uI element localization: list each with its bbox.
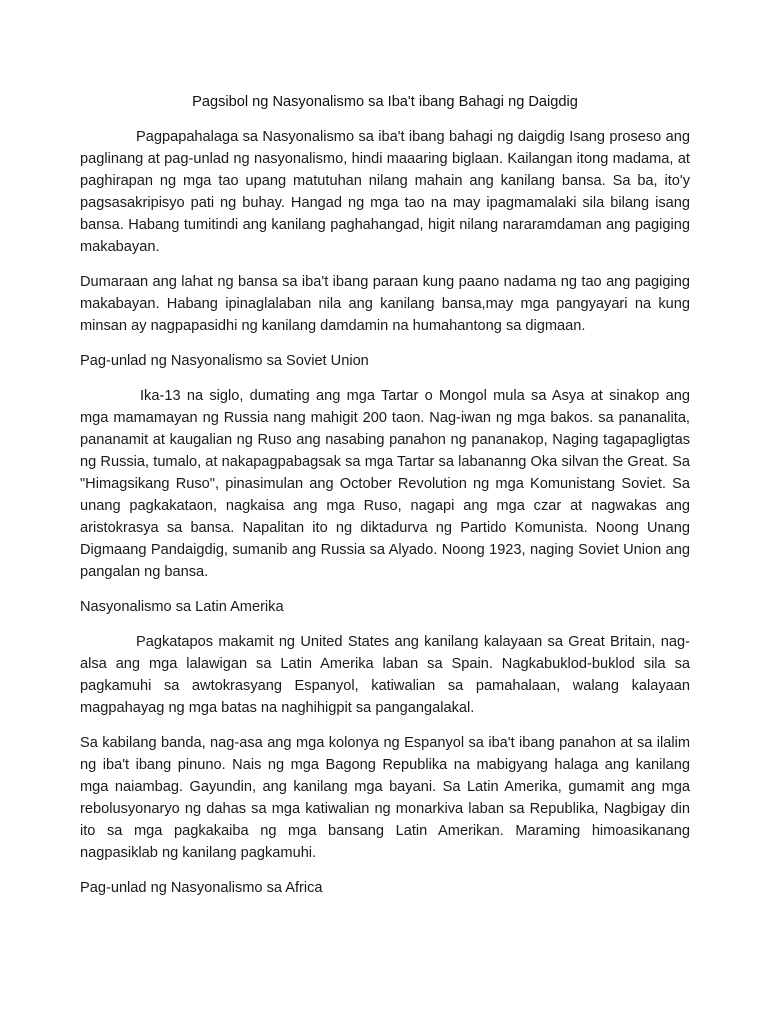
section-heading-africa: Pag-unlad ng Nasyonalismo sa Africa	[80, 880, 323, 896]
section-heading-soviet: Pag-unlad ng Nasyonalismo sa Soviet Union	[80, 353, 369, 369]
intro-paragraph-2: Dumaraan ang lahat ng bansa sa iba't ibang paraan kung paano nadama ng tao ang pagiging makabayan. Habang ipinaglalaban nila ang kanilang bansa,may mga pangyayari na kung minsan ay nagpapasidhi ng kanilang damdamin na humahantong sa digmaan.	[80, 274, 690, 334]
latin-paragraph-2: Sa kabilang banda, nag-asa ang mga kolonya ng Espanyol sa iba't ibang panahon at sa ilalim ng iba't ibang pinuno. Nais ng mga Bagong Republika na mabigyang halaga ang kanilang mga naiambag. Gayundin, ang kanilang mga bayani. Sa Latin Amerika, gumamit ang mga rebolusyonaryo ng dahas sa mga katiwalian ng monarkiva laban sa Republika, Nagbigay din ito sa mga pagkakaiba ng mga bansang Latin Amerikan. Maraming himoasikanang nagpasiklab ng kanilang pagkamuhi.	[80, 735, 690, 861]
soviet-paragraph-block	[80, 385, 690, 583]
intro-paragraph-1: Pagpapahalaga sa Nasyonalismo sa iba't ibang bahagi ng daigdig Isang proseso ang paglinang at pag-unlad ng nasyonalismo, hindi maaaring biglaan. Kailangan itong madama, at paghirapan ng mga tao upang matutuhan nilang mahain ang kanilang bansa. Sa ba, ito'y pagsasakripisyo pati ng buhay. Hangad ng mga tao na may ipagmamalaki sila bilang isang bansa. Habang tumitindi ang kanilang paghahangad, higit nilang nararamdaman ang pagiging makabayan.	[80, 129, 690, 255]
latin-paragraph-1-block	[80, 631, 690, 719]
soviet-paragraph: Ika-13 na siglo, dumating ang mga Tartar o Mongol mula sa Asya at sinakop ang mga mamamayan ng Russia nang mahigit 200 taon. Nag-iwan ng mga bakos. sa pananalita, pananamit at kaugalian ng Ruso ang nasabing panahon ng pananakop, Naging tagapagligtas ng Russia, tumalo, at nakapagpabagsak sa mga Tartar sa labananng Oka silvan the Great. Sa "Himagsikang Ruso", pinasimulan ang October Revolution ng mga Komunistang Soviet. Sa unang pagkakataon, nagkaisa ang mga Ruso, nagapi ang mga czar at nagwakas ang aristokrasya sa bansa. Napalitan ito ng diktadurva ng Partido Komunista. Noong Unang Digmaang Pandaigdig, sumanib ang Russia sa Alyado. Noong 1923, naging Soviet Union ang pangalan ng bansa.	[80, 388, 690, 580]
latin-paragraph-2-block	[80, 732, 690, 864]
latin-paragraph-1: Pagkatapos makamit ng United States ang kanilang kalayaan sa Great Britain, nag-alsa ang mga lalawigan sa Latin Amerika laban sa Spain. Nagkabuklod-buklod sila sa pagkamuhi sa awtokrasyang Espanyol, katiwalian sa pamahalaan, walang kalayaan magpahayag ng mga batas na naghihigpit sa pangangalakal.	[80, 634, 690, 716]
section-heading-latin-america: Nasyonalismo sa Latin Amerika	[80, 599, 284, 615]
intro-paragraph-1-block	[80, 126, 690, 258]
intro-paragraph-2-block	[80, 271, 690, 337]
document-title: Pagsibol ng Nasyonalismo sa Iba't ibang Bahagi ng Daigdig	[192, 94, 578, 110]
